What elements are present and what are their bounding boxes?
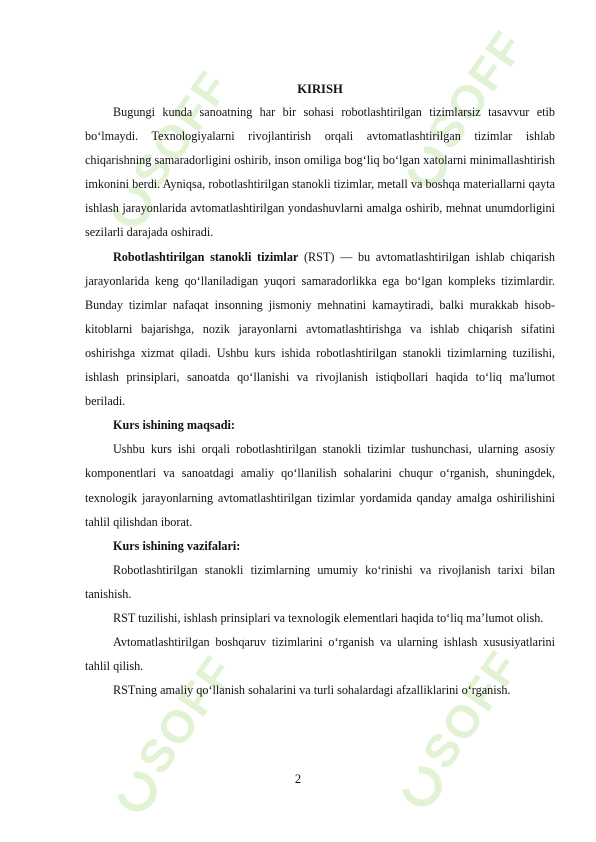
watermark-top-left: SOFF — [95, 60, 241, 236]
goal-heading: Kurs ishining maqsadi: — [113, 418, 235, 433]
rst-term: Robotlashtirilgan stanokli tizimlar — [113, 249, 299, 264]
watermark-bottom-left: SOFF — [100, 645, 246, 821]
task-item: Avtomatlashtirilgan boshqaruv tizimlarini o‘rganish va ularning ishlash xususiyatlarini tahlil qilish. — [85, 635, 555, 674]
task-item: RST tuzilishi, ishlash prinsiplari va texnologik elementlari haqida to‘liq ma’lumot olish. — [113, 610, 544, 625]
watermark-top-right: SOFF — [390, 20, 536, 196]
goal-paragraph: Ushbu kurs ishi orqali robotlashtirilgan stanokli tizimlar tushunchasi, ularning asosiy komponentlari va sanoatdagi amaliy qo‘llanilish sohalarini chuqur o‘rganish, shuningdek, texnologik jarayonlarning avtomatlashtirilgan tizimlar yordamida qanday amalga oshirilishini tahlil qilishdan iborat. — [85, 442, 555, 529]
task-item: Robotlashtirilgan stanokli tizimlarning umumiy ko‘rinishi va rivojlanish tarixi bilan tanishish. — [85, 562, 555, 601]
page-title: KIRISH — [297, 82, 343, 96]
page-number: 2 — [294, 772, 302, 786]
task-item: RSTning amaliy qo‘llanish sohalarini va turli sohalardagi afzalliklarini o‘rganish. — [113, 683, 511, 698]
intro-paragraph: Bugungi kunda sanoatning har bir sohasi robotlashtirilgan tizimlarsiz tasavvur etib bo‘lmaydi. Texnologiyalarni rivojlantirish orqali avtomatlashtirilgan tizimlar ishlab chiqarishning samaradorligini oshirib, inson omiliga bog‘liq bo‘lgan xatolarni minimallashtirish imkonini berdi. Ayniqsa, robotlashtirilgan stanokli tizimlar, metall va boshqa materiallarni qayta ishlash jarayonlarida avtomatlashtirilgan yondashuvlarni amalga oshirib, mehnat unumdorligini sezilarli darajada oshiradi. — [85, 105, 555, 240]
rst-paragraph — [85, 245, 555, 414]
tasks-heading: Kurs ishining vazifalari: — [113, 538, 241, 553]
rst-definition: (RST) — bu avtomatlashtirilgan ishlab chiqarish jarayonlarida keng qo‘llaniladigan yuqori samaradorlikka ega bo‘lgan kompleks tizimlardir. Bunday tizimlar nafaqat insonning jismoniy mehnatini kamaytiradi, balki murakkab hisob-kitoblarni bajarishga, nozik jarayonlarni avtomatlashtirishga va ishlab chiqarish sifatini oshirishga xizmat qiladi. Ushbu kurs ishida robotlashtirilgan stanokli tizimlarning tuzilishi, ishlash prinsiplari, sanoatda qo‘llanishi va rivojlanish istiqbollari haqida to‘liq ma'lumot beriladi. — [85, 249, 555, 409]
watermark-bottom-right: SOFF — [385, 640, 531, 816]
document-body — [85, 78, 555, 702]
